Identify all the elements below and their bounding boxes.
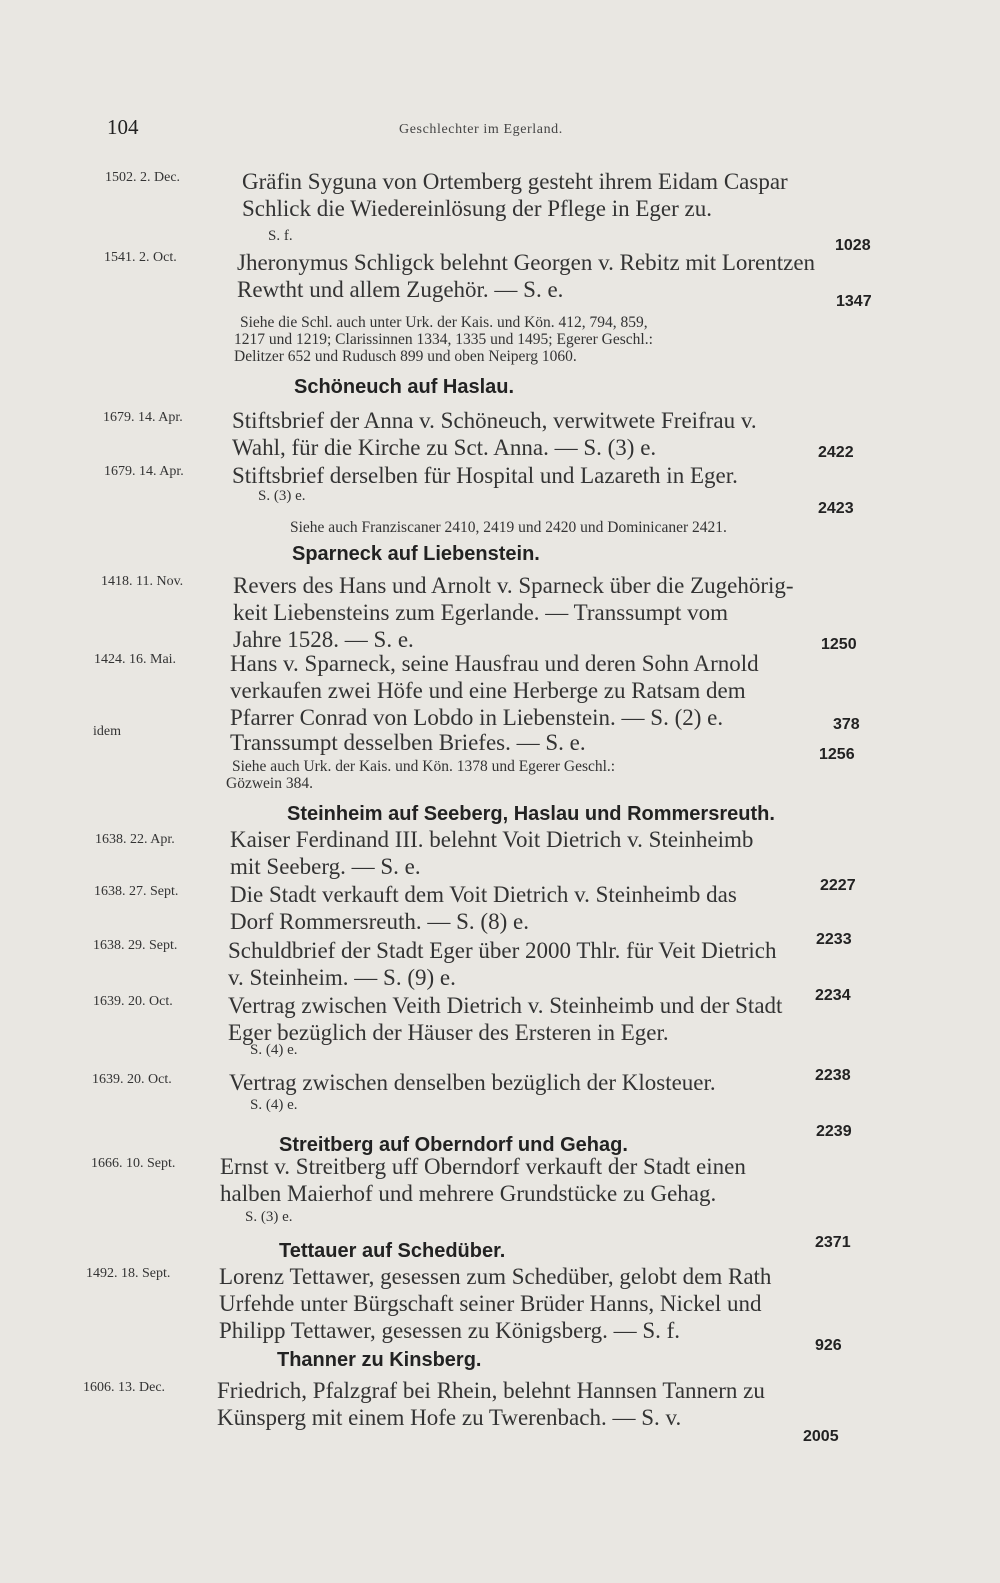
entry-text-line: v. Steinheim. — S. (9) e.	[228, 965, 456, 990]
entry-text-line: Pfarrer Conrad von Lobdo in Liebenstein. — S. (2) e.	[230, 705, 724, 730]
entry-date: 1424. 16. Mai.	[94, 652, 177, 667]
entry-date: 1638. 22. Apr.	[95, 832, 175, 847]
note-line: Delitzer 652 und Rudusch 899 und oben Neiperg 1060.	[234, 348, 577, 365]
document-number: 2005	[803, 1428, 839, 1445]
entry-text-line: Philipp Tettawer, gesessen zu Königsberg. — S. f.	[219, 1318, 681, 1343]
entry-text-line: Revers des Hans und Arnolt v. Sparneck über die Zugehörig-	[233, 573, 794, 598]
entry-date: 1541. 2. Oct.	[104, 250, 177, 265]
entry-text-line: keit Liebensteins zum Egerlande. — Transsumpt vom	[233, 600, 729, 625]
note-line: Siehe auch Franziscaner 2410, 2419 und 2420 und Dominicaner 2421.	[290, 519, 727, 536]
running-title: Geschlechter im Egerland.	[399, 122, 563, 137]
entry-date: 1639. 20. Oct.	[93, 994, 173, 1009]
entry-text-line: Urfehde unter Bürgschaft seiner Brüder Hanns, Nickel und	[219, 1291, 762, 1316]
entry-date: 1639. 20. Oct.	[92, 1072, 172, 1087]
note-line: Siehe die Schl. auch unter Urk. der Kais. und Kön. 412, 794, 859,	[240, 314, 648, 331]
entry-text-line: Schlick die Wiedereinlösung der Pflege in Eger zu.	[242, 196, 713, 221]
entry-text-line: Eger bezüglich der Häuser des Ersteren in Eger.	[228, 1020, 669, 1045]
entry-text-line: Die Stadt verkauft dem Voit Dietrich v. Steinheimb das	[230, 882, 737, 907]
entry-text-line: Künsperg mit einem Hofe zu Twerenbach. — S. v.	[217, 1405, 682, 1430]
document-number: 2233	[816, 931, 852, 948]
entry-text-line: mit Seeberg. — S. e.	[230, 854, 421, 879]
section-heading: Sparneck auf Liebenstein.	[292, 543, 540, 565]
seal-mark: S. (3) e.	[245, 1209, 293, 1225]
section-heading: Thanner zu Kinsberg.	[277, 1349, 482, 1371]
entry-date: 1638. 29. Sept.	[93, 938, 178, 953]
entry-date: idem	[93, 724, 121, 739]
entry-text-line: Dorf Rommersreuth. — S. (8) e.	[230, 909, 529, 934]
document-number: 378	[833, 716, 860, 733]
section-heading: Streitberg auf Oberndorf und Gehag.	[279, 1134, 628, 1156]
document-number: 2239	[816, 1123, 852, 1140]
entry-text-line: Schuldbrief der Stadt Eger über 2000 Thlr. für Veit Dietrich	[228, 938, 777, 963]
entry-text-line: Stiftsbrief der Anna v. Schöneuch, verwitwete Freifrau v.	[232, 408, 757, 433]
document-number: 1347	[836, 293, 872, 310]
entry-text-line: Lorenz Tettawer, gesessen zum Schedüber, gelobt dem Rath	[219, 1264, 772, 1289]
page-number: 104	[107, 115, 139, 139]
section-heading: Steinheim auf Seeberg, Haslau und Rommersreuth.	[287, 803, 775, 825]
seal-mark: S. (4) e.	[250, 1097, 298, 1113]
entry-date: 1679. 14. Apr.	[104, 464, 184, 479]
entry-date: 1679. 14. Apr.	[103, 410, 183, 425]
entry-text-line: verkaufen zwei Höfe und eine Herberge zu Ratsam dem	[230, 678, 746, 703]
entry-text-line: Jheronymus Schligck belehnt Georgen v. Rebitz mit Lorentzen	[237, 250, 816, 275]
entry-text-line: Ernst v. Streitberg uff Oberndorf verkauft der Stadt einen	[220, 1154, 746, 1179]
entry-text-line: Kaiser Ferdinand III. belehnt Voit Dietrich v. Steinheimb	[230, 827, 754, 852]
document-number: 2238	[815, 1067, 851, 1084]
entry-text-line: Hans v. Sparneck, seine Hausfrau und deren Sohn Arnold	[230, 651, 759, 676]
entry-date: 1606. 13. Dec.	[83, 1380, 166, 1395]
entry-text-line: halben Maierhof und mehrere Grundstücke zu Gehag.	[220, 1181, 717, 1206]
document-number: 1028	[835, 237, 871, 254]
entry-date: 1418. 11. Nov.	[101, 574, 184, 589]
entry-text-line: Jahre 1528. — S. e.	[233, 627, 414, 652]
seal-mark: S. (4) e.	[250, 1042, 298, 1058]
document-number: 2371	[815, 1234, 851, 1251]
document-number: 2423	[818, 500, 854, 517]
entry-date: 1492. 18. Sept.	[86, 1266, 171, 1281]
entry-text-line: Stiftsbrief derselben für Hospital und Lazareth in Eger.	[232, 463, 738, 488]
document-number: 2227	[820, 877, 856, 894]
entry-date: 1638. 27. Sept.	[94, 884, 179, 899]
document-number: 1250	[821, 636, 857, 653]
entry-text-line: Wahl, für die Kirche zu Sct. Anna. — S. (3) e.	[232, 435, 657, 460]
entry-date: 1666. 10. Sept.	[91, 1156, 176, 1171]
entry-text-line: Vertrag zwischen denselben bezüglich der Klosteuer.	[229, 1070, 716, 1095]
entry-date: 1502. 2. Dec.	[105, 170, 181, 185]
section-heading: Schöneuch auf Haslau.	[294, 376, 515, 398]
seal-mark: S. f.	[268, 228, 293, 244]
entry-text-line: Rewtht und allem Zugehör. — S. e.	[237, 277, 564, 302]
seal-mark: S. (3) e.	[258, 488, 306, 504]
note-line: Gözwein 384.	[226, 775, 313, 792]
section-heading: Tettauer auf Schedüber.	[279, 1240, 506, 1262]
document-number: 2234	[815, 987, 851, 1004]
document-number: 926	[815, 1337, 842, 1354]
document-number: 2422	[818, 444, 854, 461]
document-number: 1256	[819, 746, 855, 763]
note-line: 1217 und 1219; Clarissinnen 1334, 1335 und 1495; Egerer Geschl.:	[234, 331, 653, 348]
entry-text-line: Transsumpt desselben Briefes. — S. e.	[230, 730, 586, 755]
note-line: Siehe auch Urk. der Kais. und Kön. 1378 und Egerer Geschl.:	[232, 758, 616, 775]
entry-text-line: Vertrag zwischen Veith Dietrich v. Steinheimb und der Stadt	[228, 993, 783, 1018]
entry-text-line: Gräfin Syguna von Ortemberg gesteht ihrem Eidam Caspar	[242, 169, 788, 194]
entry-text-line: Friedrich, Pfalzgraf bei Rhein, belehnt Hannsen Tannern zu	[217, 1378, 765, 1403]
